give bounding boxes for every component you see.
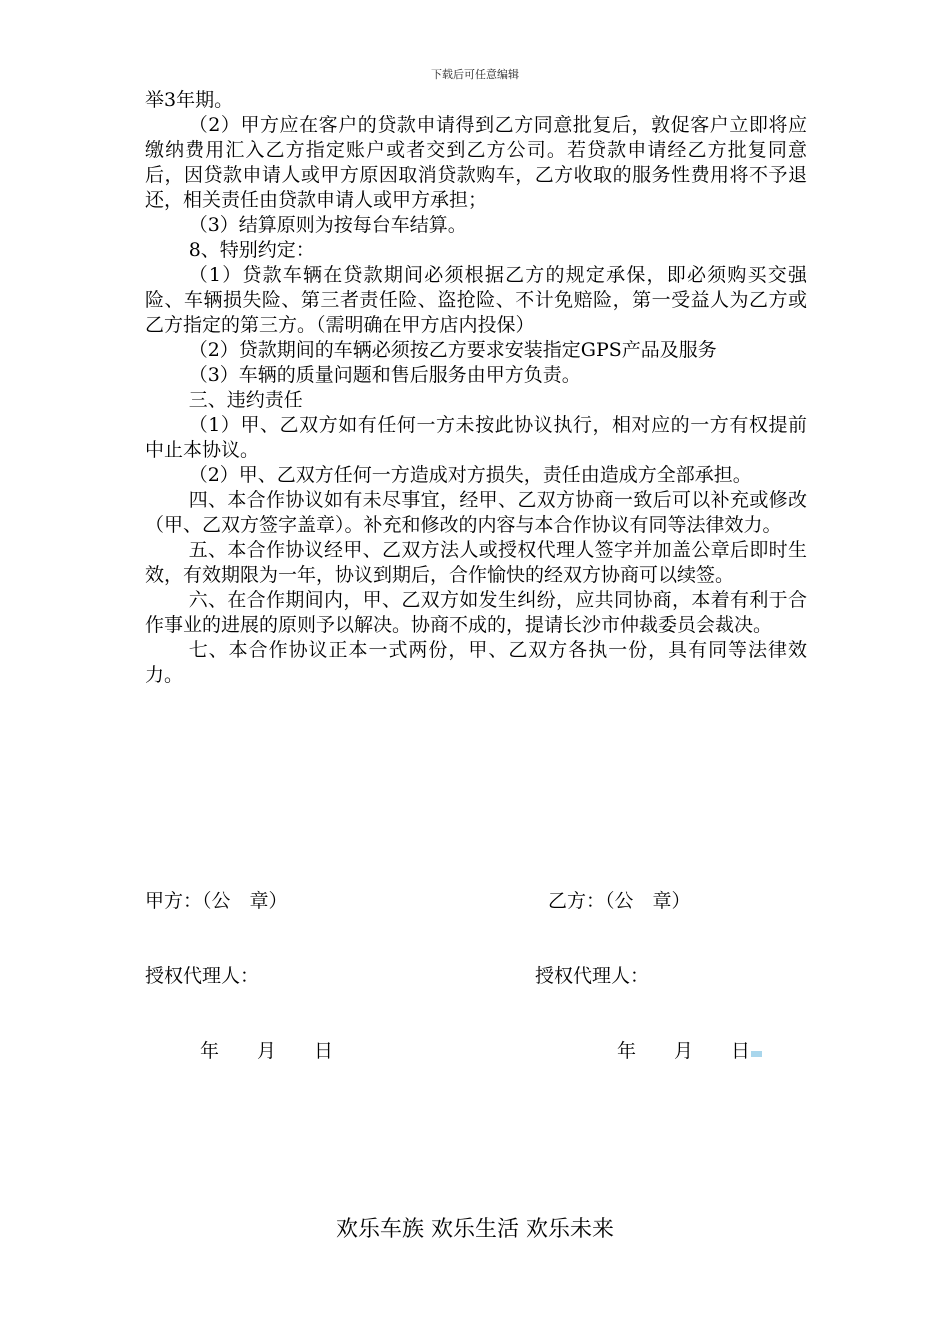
party-b-seal: 乙方：（公 章） [548, 890, 691, 912]
party-a-agent: 授权代理人： [145, 965, 260, 987]
paragraph: （2）贷款期间的车辆必须按乙方要求安装指定GPS产品及服务 [188, 339, 717, 361]
section-heading: 8、特别约定： [188, 239, 315, 261]
party-b-date: 年 月 日 [617, 1040, 751, 1062]
contract-body [145, 88, 807, 688]
party-a-date: 年 月 日 [200, 1040, 334, 1062]
paragraph: 五、本合作协议经甲、乙双方法人或授权代理人签字并加盖公章后即时生效，有效期限为一年，协议到期后，合作愉快的经双方协商可以续签。 [145, 539, 807, 586]
paragraph: （2）甲方应在客户的贷款申请得到乙方同意批复后，敦促客户立即将应缴纳费用汇入乙方指定账户或者交到乙方公司。若贷款申请经乙方批复同意后，因贷款申请人或甲方原因取消贷款购车，乙方收取的服务性费用将不予退还，相关责任由贷款申请人或甲方承担； [145, 114, 807, 211]
text-cursor-highlight [751, 1051, 762, 1057]
page-header: 下载后可任意编辑 [431, 68, 519, 81]
party-a-seal: 甲方：（公 章） [145, 890, 288, 912]
paragraph: （3）车辆的质量问题和售后服务由甲方负责。 [188, 364, 581, 386]
party-b-agent: 授权代理人： [535, 965, 650, 987]
paragraph: 七、本合作协议正本一式两份，甲、乙双方各执一份，具有同等法律效力。 [145, 639, 807, 686]
paragraph: （1）甲、乙双方如有任何一方未按此协议执行，相对应的一方有权提前中止本协议。 [145, 414, 807, 461]
party-b-date-wrap [617, 1036, 762, 1063]
footer-slogan: 欢乐车族 欢乐生活 欢乐未来 [336, 1217, 614, 1242]
paragraph: 六、在合作期间内，甲、乙双方如发生纠纷，应共同协商，本着有利于合作事业的进展的原则予以解决。协商不成的，提请长沙市仲裁委员会裁决。 [145, 589, 807, 636]
paragraph: 举3年期。 [145, 89, 234, 111]
paragraph: （2）甲、乙双方任何一方造成对方损失，责任由造成方全部承担。 [188, 464, 752, 486]
paragraph: （3）结算原则为按每台车结算。 [188, 214, 467, 236]
section-heading: 三、违约责任 [188, 389, 303, 411]
paragraph: 四、本合作协议如有未尽事宜，经甲、乙双方协商一致后可以补充或修改（甲、乙双方签字盖章）。补充和修改的内容与本合作协议有同等法律效力。 [145, 489, 807, 536]
paragraph: （1）贷款车辆在贷款期间必须根据乙方的规定承保，即必须购买交强险、车辆损失险、第三者责任险、盗抢险、不计免赔险，第一受益人为乙方或乙方指定的第三方。（需明确在甲方店内投保） [145, 264, 807, 336]
